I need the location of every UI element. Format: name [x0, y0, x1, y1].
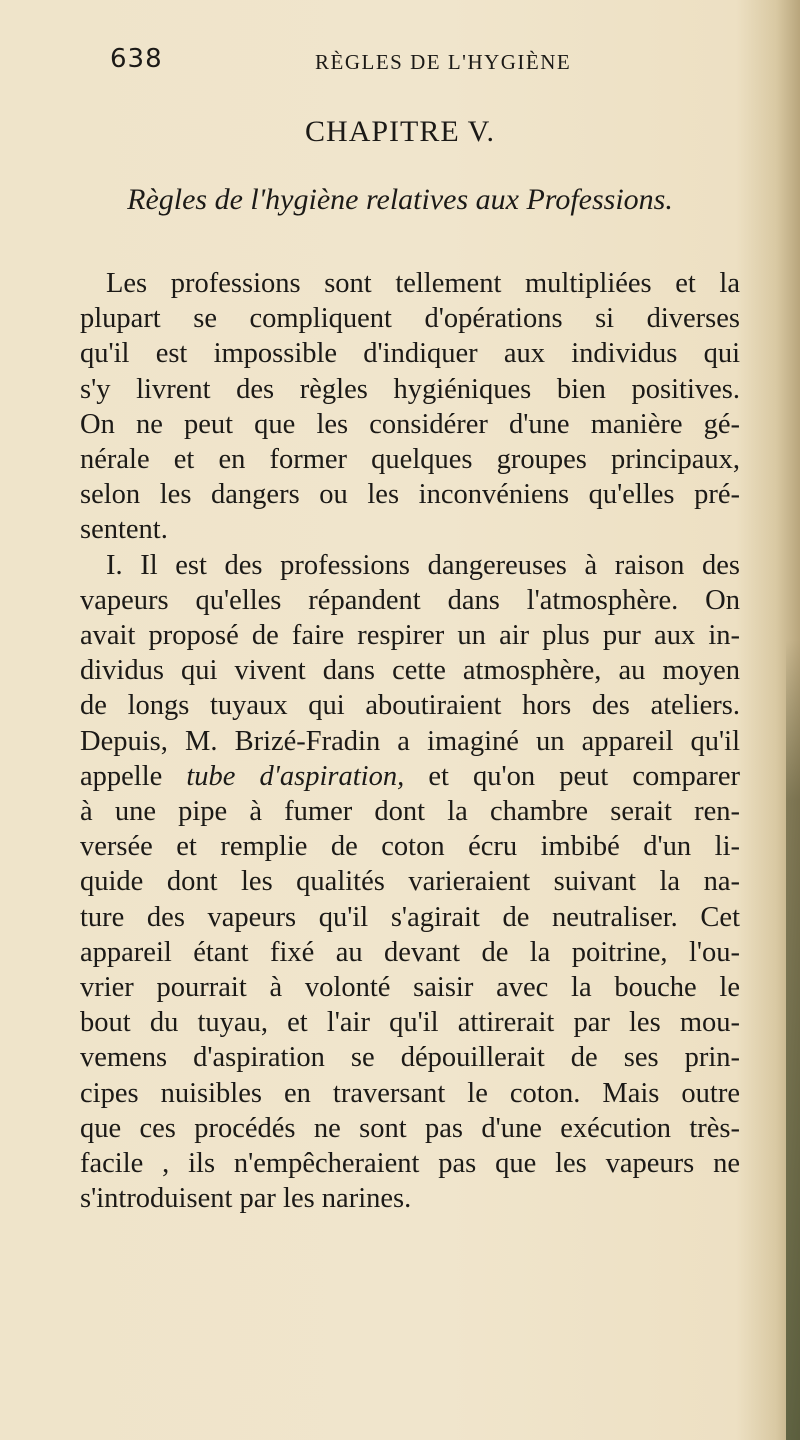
body-text: [80, 266, 740, 1216]
text-line: versée et remplie de coton écru imbibé d'un li-: [80, 831, 740, 863]
text-line: selon les dangers ou les inconvéniens qu'elles pré-: [80, 479, 740, 511]
text-line-mixed: [80, 759, 740, 794]
text-line: avait proposé de faire respirer un air plus pur aux in-: [80, 620, 740, 652]
text-line: vemens d'aspiration se dépouillerait de ses prin-: [80, 1042, 740, 1074]
text-line: appareil étant fixé au devant de la poitrine, l'ou-: [80, 936, 740, 968]
text-line: ture des vapeurs qu'il s'agirait de neutraliser. Cet: [80, 901, 740, 933]
text-line: s'y livrent des règles hygiéniques bien positives.: [80, 373, 740, 405]
text-line: Depuis, M. Brizé-Fradin a imaginé un appareil qu'il: [80, 725, 740, 757]
text-segment: et qu'on peut comparer: [404, 760, 740, 792]
text-line: dividus qui vivent dans cette atmosphère, au moyen: [80, 655, 740, 687]
running-head: [110, 40, 730, 80]
text-line: vrier pourrait à volonté saisir avec la bouche le: [80, 972, 740, 1004]
text-line: de longs tuyaux qui aboutiraient hors des ateliers.: [80, 690, 740, 722]
text-line: nérale et en former quelques groupes principaux,: [80, 444, 740, 476]
text-line: à une pipe à fumer dont la chambre serait ren-: [80, 796, 740, 828]
text-line: vapeurs qu'elles répandent dans l'atmosphère. On: [80, 584, 740, 616]
text-line: sentent.: [80, 514, 168, 546]
text-line: On ne peut que les considérer d'une manière gé-: [80, 408, 740, 440]
italic-term: tube d'aspiration,: [186, 760, 405, 792]
page-edge-shadow: [786, 640, 800, 1440]
running-title: RÈGLES DE L'HYGIÈNE: [315, 50, 572, 74]
page-number: 638: [110, 44, 163, 74]
text-line: facile , ils n'empêcheraient pas que les vapeurs ne: [80, 1148, 740, 1180]
chapter-heading: CHAPITRE V.: [305, 115, 495, 148]
text-line: plupart se compliquent d'opérations si diverses: [80, 303, 740, 335]
text-line: qu'il est impossible d'indiquer aux individus qui: [80, 338, 740, 370]
text-line: Les professions sont tellement multipliées et la: [106, 268, 740, 299]
chapter-subtitle: Règles de l'hygiène relatives aux Professions.: [127, 183, 673, 216]
text-line: quide dont les qualités varieraient suivant la na-: [80, 866, 740, 898]
text-line: I. Il est des professions dangereuses à raison des: [106, 549, 740, 581]
text-segment: appelle: [80, 760, 187, 792]
text-line: bout du tuyau, et l'air qu'il attirerait par les mou-: [80, 1007, 740, 1039]
text-line: cipes nuisibles en traversant le coton. Mais outre: [80, 1077, 740, 1109]
text-line: s'introduisent par les narines.: [80, 1183, 412, 1215]
text-line: que ces procédés ne sont pas d'une exécution très-: [80, 1112, 740, 1144]
